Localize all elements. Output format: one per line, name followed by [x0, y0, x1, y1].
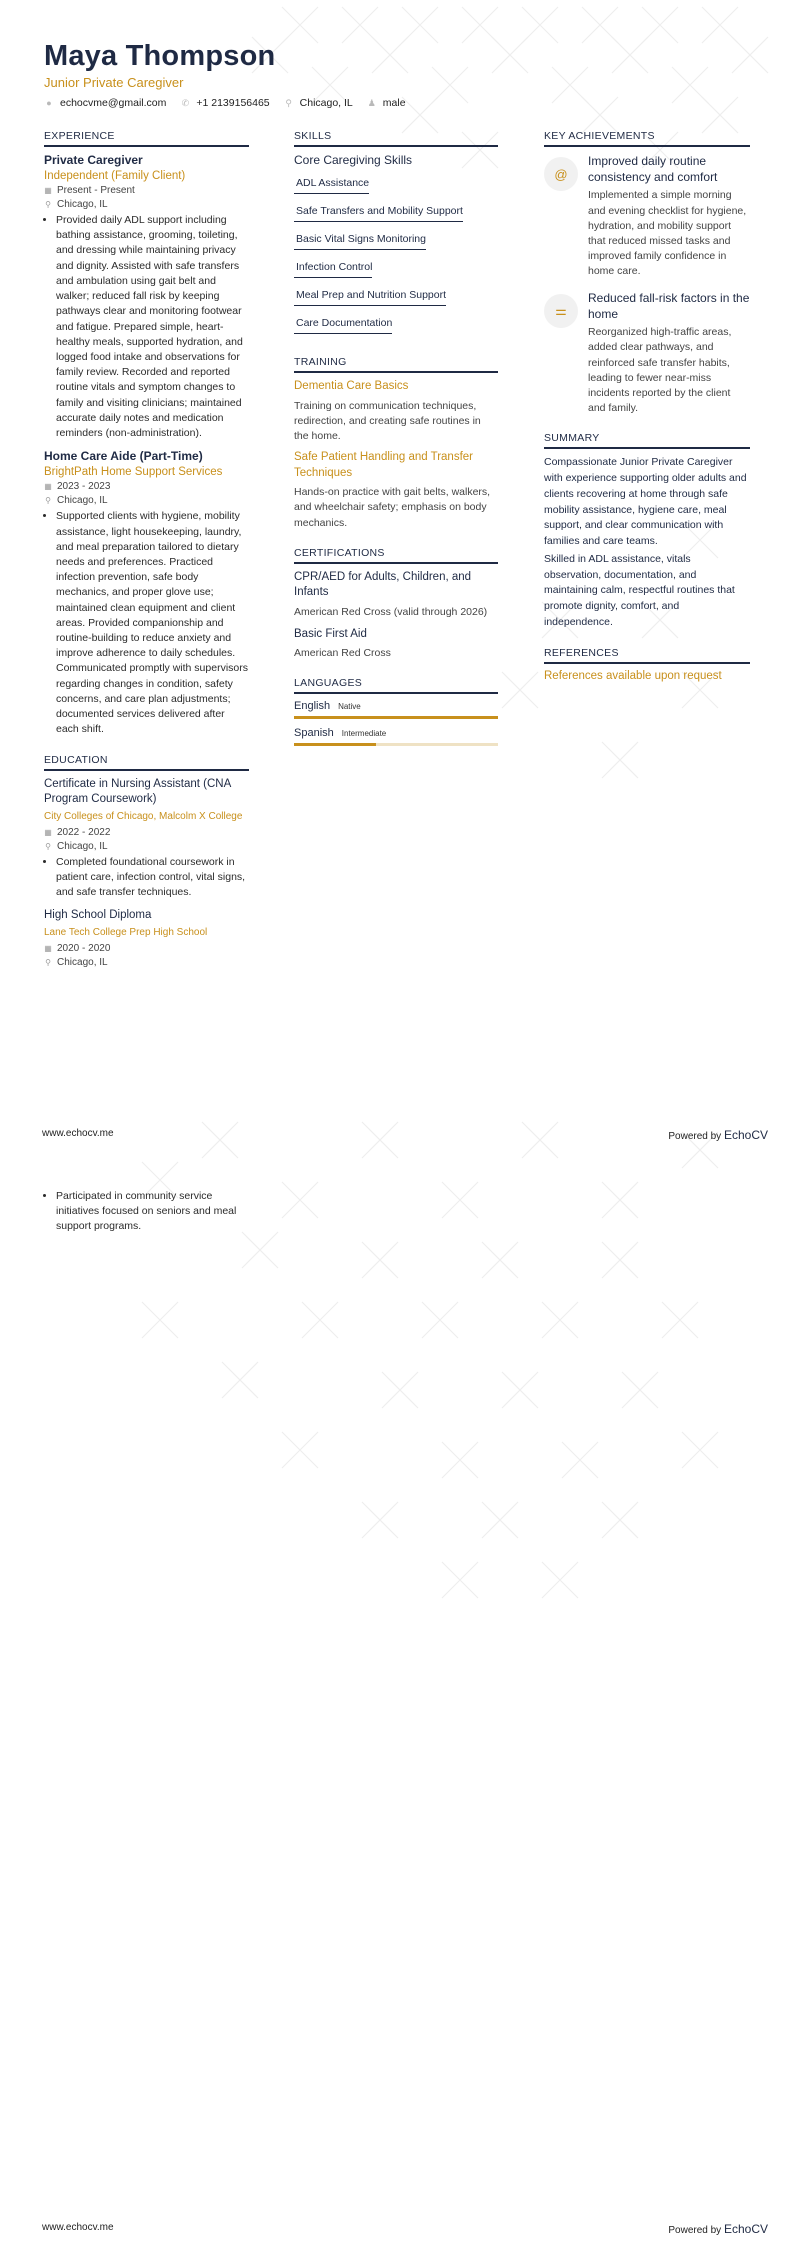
certification-title: CPR/AED for Adults, Children, and Infants	[294, 570, 472, 599]
background-cross	[492, 37, 528, 73]
location-pin-icon: ⚲	[45, 200, 51, 209]
background-cross	[362, 1242, 398, 1278]
job-bullet: • Supported clients with hygiene, mobility assistance, light housekeeping, laundry, and meal preparation tailored to dietary needs and preferences. Practiced infection prevention, safe body mechanics, and proper glove use; maintained clean equipment and client areas. Provided companionship and routine-building to reduce anxiety and improve adherence to daily schedules. Communicated promptly with supervisors regarding changes in condition, safety concerns, and care plan adjustments; documented services delivered after each shift.	[56, 509, 249, 737]
language-bar	[294, 743, 498, 746]
background-cross	[542, 1562, 578, 1598]
footer-brand[interactable]: EchoCV	[723, 1128, 768, 1142]
at-sign-icon: @	[544, 157, 578, 191]
background-cross	[442, 1442, 478, 1478]
job-title: Private Caregiver	[44, 153, 143, 167]
achievements-section	[544, 130, 750, 416]
section-title-achievements: KEY ACHIEVEMENTS	[544, 130, 750, 147]
calendar-icon: ▦	[44, 186, 52, 195]
background-cross	[542, 1302, 578, 1338]
background-cross	[442, 1562, 478, 1598]
company-name: BrightPath Home Support Services	[44, 466, 223, 479]
page-footer	[42, 1128, 768, 1142]
contact-gender: ♟ male	[367, 97, 406, 109]
skill-item: Infection Control	[294, 256, 372, 278]
contact-phone[interactable]: ✆ +1 2139156465	[181, 97, 270, 109]
page-2-continuation	[44, 1186, 254, 1243]
sliders-icon: ⚌	[544, 294, 578, 328]
edu-dates: ▦ 2020 - 2020	[44, 942, 111, 954]
achievement-title: Reduced fall-risk factors in the home	[588, 290, 750, 321]
achievement-entry	[544, 153, 750, 280]
background-cross	[602, 1502, 638, 1538]
language-entry	[294, 727, 498, 746]
background-cross	[402, 97, 438, 133]
footer-powered: Powered by EchoCV	[668, 1128, 768, 1142]
background-cross	[612, 37, 648, 73]
footer-brand[interactable]: EchoCV	[723, 2222, 768, 2236]
edu-dates: ▦ 2022 - 2022	[44, 826, 111, 838]
background-cross	[662, 1302, 698, 1338]
contact-row	[44, 97, 406, 109]
section-title-education: EDUCATION	[44, 754, 249, 771]
section-title-skills: SKILLS	[294, 130, 498, 147]
person-icon: ♟	[367, 98, 376, 108]
training-description: Training on communication techniques, redirection, and creating safe routines in the home.	[294, 399, 481, 442]
phone-icon: ✆	[181, 98, 190, 108]
skill-item: Basic Vital Signs Monitoring	[294, 228, 426, 250]
background-cross	[602, 742, 638, 778]
degree-title: Certificate in Nursing Assistant (CNA Program Coursework)	[44, 777, 231, 806]
section-title-experience: EXPERIENCE	[44, 130, 249, 147]
edu-location: ⚲ Chicago, IL	[45, 956, 108, 968]
achievement-title: Improved daily routine consistency and comfort	[588, 154, 718, 185]
footer-powered: Powered by EchoCV	[668, 2222, 768, 2236]
language-bar-fill	[294, 743, 376, 746]
summary-paragraph: Compassionate Junior Private Caregiver with experience supporting older adults and clients recovering at home through safe mobility assistance, hygiene care, meal support, and clear communication with families and care teams.	[544, 456, 747, 548]
training-title: Safe Patient Handling and Transfer Techniques	[294, 451, 474, 479]
background-cross	[702, 97, 738, 133]
edu-bullet: • Completed foundational coursework in patient care, infection control, vital signs, and safe transfer techniques.	[56, 855, 249, 901]
skills-section	[294, 130, 498, 340]
location-pin-icon: ⚲	[45, 841, 51, 851]
footer-website[interactable]: www.echocv.me	[42, 2222, 114, 2233]
certification-title: Basic First Aid	[294, 627, 367, 640]
section-title-references: REFERENCES	[544, 647, 750, 664]
background-cross	[582, 97, 618, 133]
school-name: City Colleges of Chicago, Malcolm X College	[44, 810, 243, 822]
job-dates: ▦ Present - Present	[44, 185, 135, 196]
section-title-summary: SUMMARY	[544, 432, 750, 449]
background-cross	[302, 1302, 338, 1338]
job-bullet: • Provided daily ADL support including bathing assistance, grooming, toileting, and dressing while maintaining privacy and dignity. Assisted with safe transfers and ambulation using gait belt and walker; reduced fall risk by keeping pathways clear and monitoring footwear and fatigue. Prepared simple, heart-healthy meals, supported hydration, and logged food intake and observations for family review. Recorded and reported routine vitals and symptom changes to family and visiting clinicians; maintained accurate daily notes and medication reminders (non-administration).	[56, 213, 249, 441]
experience-section	[44, 130, 249, 738]
certifications-section	[294, 547, 498, 661]
language-name: Spanish	[294, 726, 334, 739]
right-column	[544, 130, 750, 698]
skill-group-title: Core Caregiving Skills	[294, 153, 413, 167]
background-cross	[562, 1442, 598, 1478]
skill-item: Meal Prep and Nutrition Support	[294, 284, 446, 306]
background-cross	[732, 37, 768, 73]
edu-bullet: • Participated in community service initiatives focused on seniors and meal support programs.	[56, 1189, 254, 1235]
skill-item: Care Documentation	[294, 312, 392, 334]
background-cross	[482, 1242, 518, 1278]
candidate-title: Junior Private Caregiver	[44, 75, 184, 90]
references-section	[544, 647, 750, 682]
job-location: ⚲ Chicago, IL	[45, 199, 108, 210]
certification-issuer: American Red Cross (valid through 2026)	[294, 605, 488, 618]
language-name: English	[294, 699, 331, 712]
background-cross	[282, 1182, 318, 1218]
background-cross	[602, 1182, 638, 1218]
background-cross	[422, 1302, 458, 1338]
achievement-entry	[544, 290, 750, 417]
education-entry	[44, 908, 249, 968]
degree-title: High School Diploma	[44, 909, 152, 922]
contact-email[interactable]: ● echocvme@gmail.com	[44, 97, 166, 109]
languages-section	[294, 677, 498, 746]
calendar-icon: ▦	[44, 482, 52, 492]
background-cross	[502, 672, 538, 708]
company-name: Independent (Family Client)	[44, 170, 186, 182]
achievement-description: Reorganized high-traffic areas, added clear pathways, and reinforced safe transfer habits, leading to fewer near-miss incidents reported by the client and family.	[588, 326, 732, 415]
training-description: Hands-on practice with gait belts, walkers, and wheelchair safety; emphasis on body mechanics.	[294, 486, 491, 529]
page-footer	[42, 2222, 768, 2236]
background-cross	[282, 1432, 318, 1468]
experience-entry	[44, 449, 249, 737]
background-cross	[682, 1432, 718, 1468]
summary-section	[544, 432, 750, 630]
summary-paragraph: Skilled in ADL assistance, vitals observation, documentation, and maintaining calm, respectful routines that promote dignity, comfort, and independence.	[544, 552, 735, 628]
achievement-description: Implemented a simple morning and evening checklist for hygiene, hydration, and mobility support that reduced missed tasks and improved family confidence in home care.	[588, 189, 747, 278]
certification-issuer: American Red Cross	[294, 647, 391, 660]
middle-column	[294, 130, 498, 762]
training-section	[294, 356, 498, 531]
education-section	[44, 754, 249, 968]
background-cross	[602, 1242, 638, 1278]
education-entry	[44, 777, 249, 901]
background-cross	[222, 1362, 258, 1398]
background-cross	[502, 1372, 538, 1408]
location-pin-icon: ⚲	[45, 957, 51, 967]
calendar-icon: ▦	[44, 943, 52, 953]
background-cross	[142, 1302, 178, 1338]
background-cross	[442, 1182, 478, 1218]
school-name: Lane Tech College Prep High School	[44, 926, 208, 938]
job-title: Home Care Aide (Part-Time)	[44, 449, 203, 464]
section-title-languages: LANGUAGES	[294, 677, 498, 694]
skill-item: Safe Transfers and Mobility Support	[294, 200, 463, 222]
job-location: ⚲ Chicago, IL	[45, 495, 108, 507]
resume-header	[44, 40, 406, 109]
location-pin-icon: ⚲	[45, 496, 51, 506]
email-icon: ●	[46, 98, 52, 108]
references-text: References available upon request	[544, 669, 722, 682]
job-dates: ▦ 2023 - 2023	[44, 481, 111, 493]
language-bar-fill	[294, 716, 498, 719]
background-cross	[482, 1502, 518, 1538]
location-pin-icon: ⚲	[285, 98, 292, 108]
section-title-training: TRAINING	[294, 356, 498, 373]
training-title: Dementia Care Basics	[294, 380, 409, 392]
section-title-certifications: CERTIFICATIONS	[294, 547, 498, 564]
language-level: Intermediate	[341, 728, 387, 738]
language-entry	[294, 700, 498, 719]
background-cross	[362, 1502, 398, 1538]
skill-item: ADL Assistance	[294, 172, 369, 194]
edu-location: ⚲ Chicago, IL	[45, 840, 108, 852]
language-level: Native	[338, 701, 361, 711]
candidate-name: Maya Thompson	[44, 40, 276, 72]
experience-entry	[44, 153, 249, 441]
language-bar	[294, 716, 498, 719]
footer-website[interactable]: www.echocv.me	[42, 1128, 114, 1139]
background-cross	[622, 1372, 658, 1408]
contact-location: ⚲ Chicago, IL	[285, 97, 353, 109]
calendar-icon: ▦	[44, 827, 52, 837]
background-cross	[382, 1372, 418, 1408]
left-column	[44, 130, 249, 984]
